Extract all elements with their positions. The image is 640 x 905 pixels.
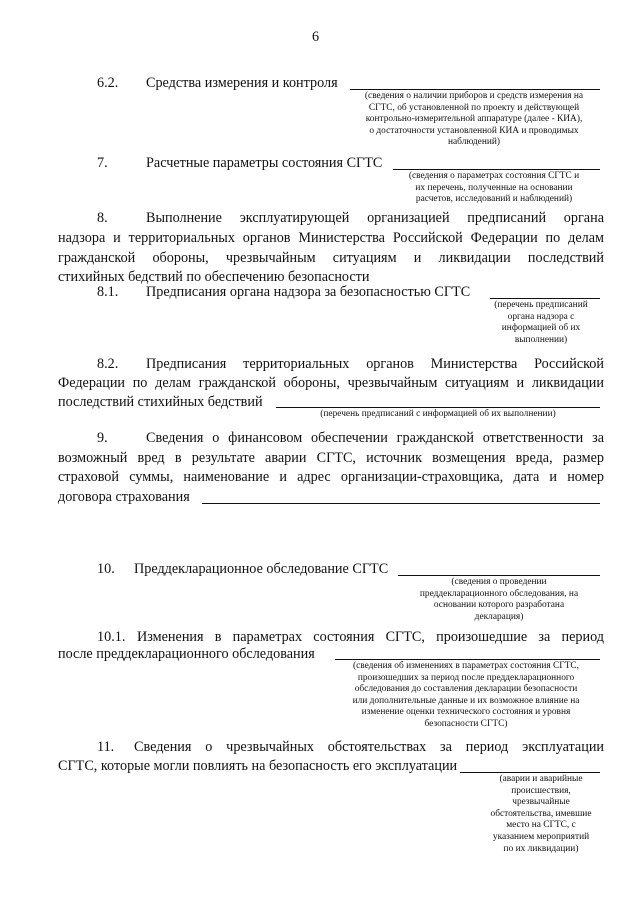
fill-line (490, 298, 600, 299)
section-number: 8.2. (97, 356, 119, 372)
field-note: (перечень предписаний с информацией об их выполнении) (320, 409, 556, 419)
field-note: (сведения о проведении преддекларационного обследования, на основании которого разработана декларация) (419, 577, 579, 622)
section-number: 10. (97, 561, 115, 577)
section-text: Расчетные параметры состояния СГТС (146, 155, 383, 171)
fill-line (276, 407, 600, 408)
section-number: 6.2. (97, 75, 119, 91)
field-note: (сведения о параметрах состояния СГТС и их перечень, полученные на основании расчетов, исследований и наблюдений) (408, 171, 580, 205)
field-note: (перечень предписаний органа надзора с информацией об их выполнении) (494, 300, 588, 345)
section-text: Преддекларационное обследование СГТС (134, 561, 389, 577)
section-number: 11. (97, 739, 115, 755)
fill-line (393, 169, 600, 170)
section-number: 10.1. (97, 629, 126, 645)
field-note: (сведения о наличии приборов и средств измерения на СГТС, об установленной по проекту и действующей контрольно-измерительной аппаратуре (далее - КИА), о достаточности установленной КИА и проводимых наблюдений) (364, 91, 584, 148)
section-text: Предписания органа надзора за безопасностью СГТС (146, 284, 471, 300)
field-note: (аварии и аварийные происшествия, чрезвычайные обстоятельства, имевшие место на СГТС, с указанием мероприятий по их ликвидации) (490, 774, 592, 854)
section-number: 8.1. (97, 284, 119, 300)
section-number: 8. (97, 210, 108, 226)
fill-line (350, 89, 600, 90)
fill-line (335, 659, 600, 660)
fill-line (460, 772, 600, 773)
field-note: (сведения об изменениях в параметрах состояния СГТС, произошедших за период после преддекларационного обследования до составления декларации безопасности или дополнительные данные и их возможное влияние на изменение оценки технического состояния и уровня безопасности СГТС) (352, 661, 580, 729)
section-number: 7. (97, 155, 108, 171)
fill-line (398, 575, 600, 576)
page-number: 6 (312, 29, 320, 45)
section-number: 9. (97, 430, 108, 446)
fill-line (202, 503, 600, 504)
section-text: Средства измерения и контроля (146, 75, 338, 91)
